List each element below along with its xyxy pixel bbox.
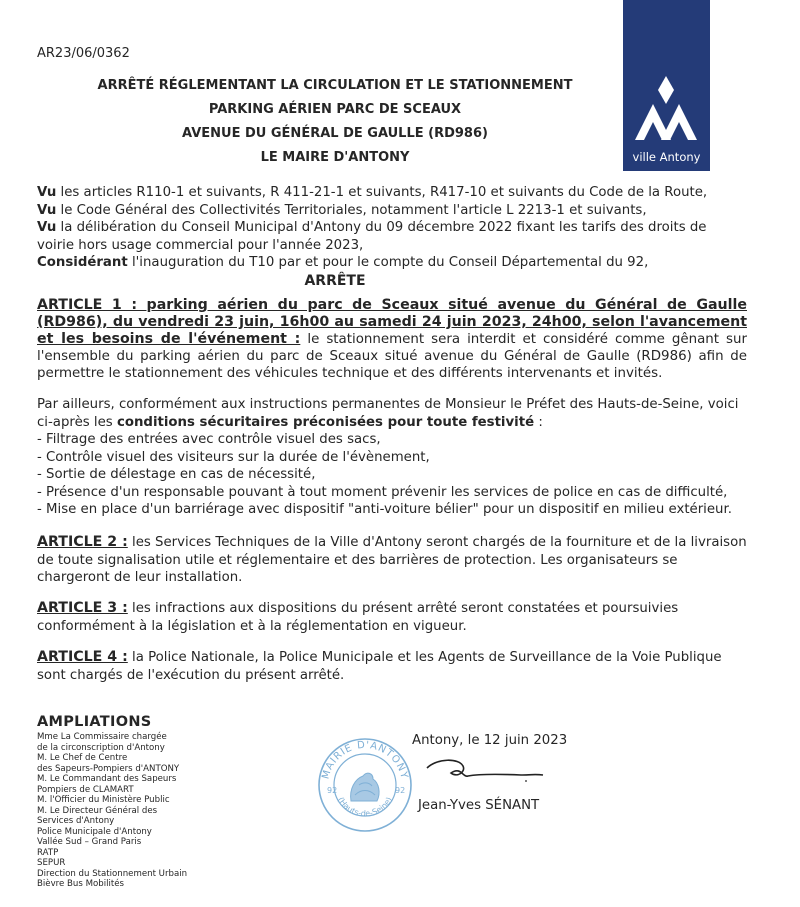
list-item: Direction du Stationnement Urbain [37,868,188,879]
document-reference: AR23/06/0362 [37,46,130,61]
visa-lead: Vu [37,220,57,235]
list-item: Mme La Commissaire chargée [37,732,167,742]
list-item: Vallée Sud – Grand Paris [37,837,142,847]
visa-text: le Code Général des Collectivités Territoriales, notamment l'article L 2213-1 et suivants, [56,202,647,218]
handwritten-signature [423,756,548,788]
title-line-3: AVENUE DU GÉNÉRAL DE GAULLE (RD986) [182,126,488,141]
document-titles [60,77,610,173]
list-item: M. Le Directeur Général des [37,805,158,816]
visa-lead: Vu [37,185,57,200]
visa-lead: Considérant [37,255,128,270]
seal-number-left: 92 [327,786,338,795]
article-1-text: le stationnement sera interdit et considéré comme gênant sur l'ensemble du parking aérien du parc de Sceaux situé avenue du Général de Gaulle (RD986) afin de permettre le stationnement des véhicules technique et des différents intervenants et invités. [37,332,748,381]
title-line-2: PARKING AÉRIEN PARC DE SCEAUX [208,102,462,117]
article-4-text: la Police Nationale, la Police Municipale et les Agents de Surveillance de la Voie Publique sont chargés de l'exécution du présent arrêté. [37,650,722,683]
list-item: de la circonscription d'Antony [37,742,165,753]
article-1-heading: ARTICLE 1 : parking aérien du parc de Sceaux situé avenue du Général de Gaulle (RD986), du vendredi 23 juin, 16h00 au samedi 24 juin 2023, 24h00, selon l'avancement et les besoins de l'événement : [37,297,747,347]
list-item: SEPUR [37,858,66,868]
visa-text: l'inauguration du T10 par et pour le compte du Conseil Départemental du 92, [127,255,649,270]
article-2 [37,534,752,587]
ampliations-title: AMPLIATIONS [37,714,152,730]
list-item: Police Municipale d'Antony [37,826,152,837]
list-item: Bièvre Bus Mobilités [37,879,124,889]
title-line-1: ARRÊTÉ RÉGLEMENTANT LA CIRCULATION ET LE STATIONNEMENT [97,78,573,93]
visa-lead: Vu [37,202,57,218]
arrete-heading: ARRÊTE [304,273,366,289]
seal-bottom-text: (Hauts-de-Seine) [336,795,394,819]
conditions-intro-bold: conditions sécuritaires préconisées pour toute festivité [116,414,535,430]
visa-text: les articles R110-1 et suivants, R 411-21-1 et suivants, R417-10 et suivants du Code de la Route, [56,185,708,200]
list-item: - Filtrage des entrées avec contrôle visuel des sacs, [37,432,381,447]
conditions-intro-text: Par ailleurs, conformément aux instructions permanentes de Monsieur le Préfet des Hauts-de-Seine, voici ci-après les [37,397,739,430]
list-item: M. Le Chef de Centre [37,753,128,763]
list-item: M. Le Commandant des Sapeurs [37,774,177,784]
ville-antony-logo [623,0,710,171]
article-2-heading: ARTICLE 2 : [37,534,128,550]
seal-outer-text: MAIRIE D'ANTONY [320,739,410,781]
title-line-4: LE MAIRE D'ANTONY [260,150,410,165]
list-item: - Mise en place d'un barriérage avec dispositif "anti-voiture bélier" pour un dispositif en milieu extérieur. [37,502,732,517]
seal-number-right: 92 [395,786,406,795]
security-conditions [37,396,747,519]
article-4-heading: ARTICLE 4 : [37,649,128,665]
article-2-text: les Services Techniques de la Ville d'Antony seront chargés de la fourniture et de la livraison de toute signalisation utile et réglementaire et des barrières de protection. Les organisateurs se chargeront de leur installation. [37,535,747,585]
list-item: Pompiers de CLAMART [37,784,134,795]
article-3 [37,600,752,635]
visas-block [37,184,747,272]
logo-text: ville Antony [632,150,701,164]
visa-line [37,202,747,220]
visa-line [37,219,747,254]
list-item: - Contrôle visuel des visiteurs sur la durée de l'évènement, [37,449,430,465]
visa-line [37,254,747,272]
list-item: des Sapeurs-Pompiers d'ANTONY [37,763,180,774]
ampliations-list [37,732,187,890]
list-item: - Présence d'un responsable pouvant à tout moment prévenir les services de police en cas de difficulté, [37,484,728,500]
conditions-intro [37,396,747,431]
list-item: Services d'Antony [37,816,115,826]
list-item: M. l'Officier du Ministère Public [37,795,170,805]
visa-line [37,184,747,202]
mairie-seal-stamp [315,735,415,835]
list-item: RATP [37,847,59,858]
conditions-list [37,431,747,519]
antony-logo-icon [635,76,697,140]
article-1 [37,297,747,382]
article-3-heading: ARTICLE 3 : [37,600,128,616]
list-item: - Sortie de délestage en cas de nécessité, [37,467,316,482]
conditions-intro-end: : [534,414,543,430]
article-4 [37,649,752,684]
place-and-date: Antony, le 12 juin 2023 [412,733,568,748]
article-3-text: les infractions aux dispositions du présent arrêté seront constatées et poursuivies conformément à la législation et à la réglementation en vigueur. [37,601,679,634]
signatory-name: Jean-Yves SÉNANT [418,798,540,813]
visa-text: la délibération du Conseil Municipal d'Antony du 09 décembre 2022 fixant les tarifs des droits de voirie hors usage commercial pour l'année 2023, [37,220,707,253]
